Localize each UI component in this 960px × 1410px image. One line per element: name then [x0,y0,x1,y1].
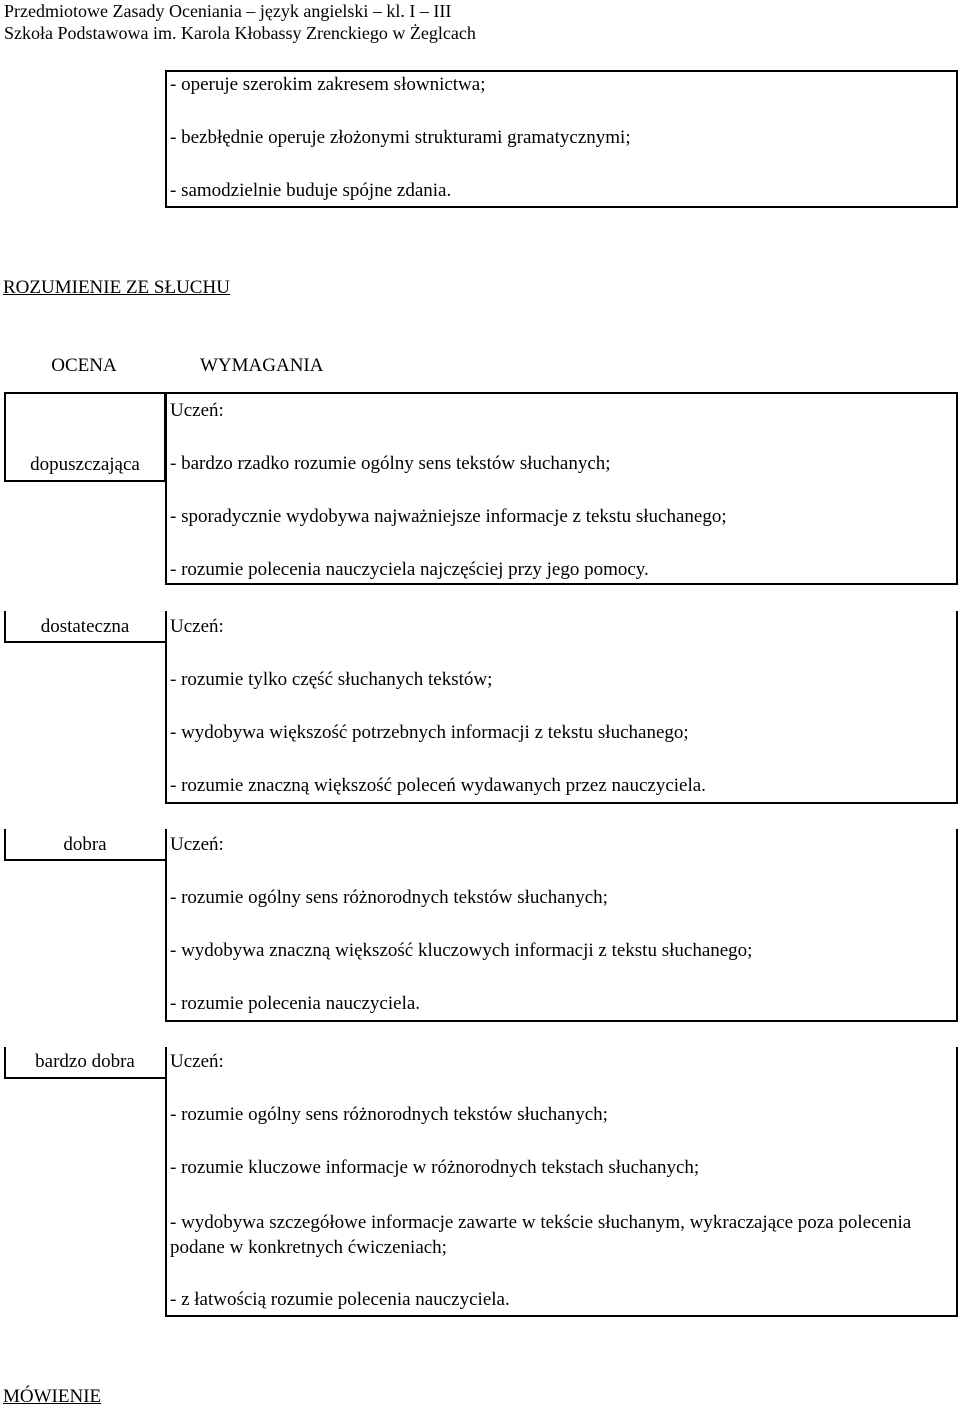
requirement-item: - rozumie ogólny sens różnorodnych tekstów słuchanych; [170,887,608,908]
requirements-intro: Uczeń: [170,834,224,855]
grade-label: bardzo dobra [35,1051,135,1072]
requirement-item: - bezbłędnie operuje złożonymi strukturami gramatycznymi; [170,127,631,148]
requirement-item: - rozumie tylko część słuchanych tekstów; [170,669,493,690]
requirement-item: - rozumie ogólny sens różnorodnych tekstów słuchanych; [170,1104,608,1125]
column-header-requirements: WYMAGANIA [200,355,324,376]
section-title: ROZUMIENIE ZE SŁUCHU [3,277,230,298]
requirement-item: - bardzo rzadko rozumie ogólny sens tekstów słuchanych; [170,453,611,474]
requirement-item: - z łatwością rozumie polecenia nauczyciela. [170,1289,510,1310]
grade-label: dostateczna [40,616,130,637]
requirements-box [165,1047,958,1317]
requirement-item: - rozumie polecenia nauczyciela. [170,993,421,1014]
requirements-intro: Uczeń: [170,1051,224,1072]
requirement-item: - rozumie kluczowe informacje w różnorodnych tekstach słuchanych; [170,1157,700,1178]
column-header-grade: OCENA [51,355,117,376]
grade-label: dopuszczająca [30,454,140,475]
document-header-school: Szkoła Podstawowa im. Karola Kłobassy Zrenckiego w Żeglcach [4,23,476,43]
requirement-item: - wydobywa znaczną większość kluczowych informacji z tekstu słuchanego; [170,940,753,961]
requirements-intro: Uczeń: [170,616,224,637]
requirement-item: - operuje szerokim zakresem słownictwa; [170,74,486,95]
requirements-intro: Uczeń: [170,400,224,421]
requirement-item: - samodzielnie buduje spójne zdania. [170,180,452,201]
grade-label: dobra [63,834,107,855]
requirement-item: - wydobywa szczegółowe informacje zawarte w tekście słuchanym, wykraczające poza polecenia podane w konkretnych ćwiczeniach; [170,1212,912,1258]
document-header-title: Przedmiotowe Zasady Oceniania – język angielski – kl. I – III [4,1,452,21]
requirement-item: - rozumie znaczną większość poleceń wydawanych przez nauczyciela. [170,775,706,796]
requirement-item: - wydobywa większość potrzebnych informacji z tekstu słuchanego; [170,722,689,743]
next-section-title: MÓWIENIE [3,1386,102,1407]
requirements-box [165,392,958,585]
requirement-item: - sporadycznie wydobywa najważniejsze informacje z tekstu słuchanego; [170,506,727,527]
requirement-item: - rozumie polecenia nauczyciela najczęściej przy jego pomocy. [170,559,649,580]
